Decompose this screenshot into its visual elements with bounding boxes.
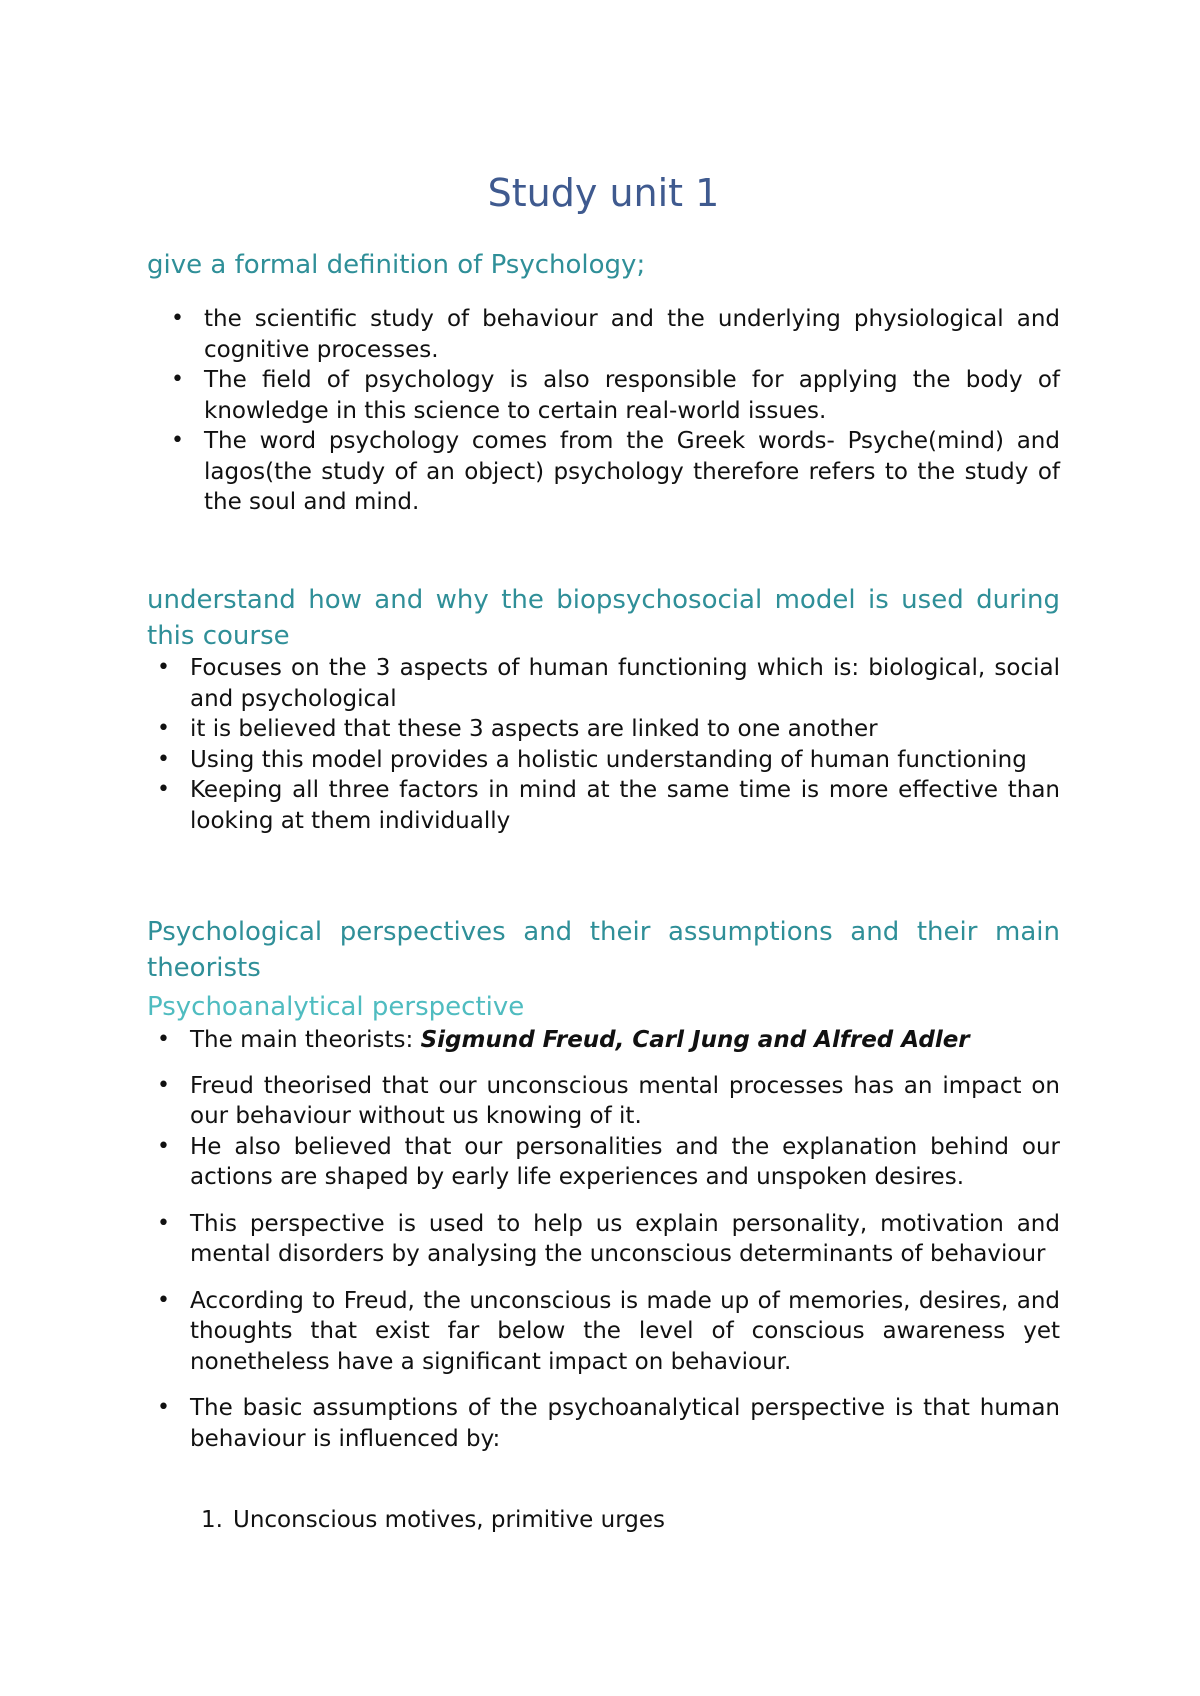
assumptions-numbered-list [201, 1505, 1060, 1536]
bullet-icon: • [171, 367, 184, 392]
list-item: • Focuses on the 3 aspects of human functioning which is: biological, social and psychological [157, 655, 1060, 712]
biopsychosocial-list [157, 653, 1060, 836]
bullet-icon: • [157, 1210, 170, 1236]
bullet-icon: • [157, 1395, 170, 1420]
section-heading-biopsychosocial: understand how and why the biopsychosocial model is used during this course [147, 585, 1060, 651]
bullet-icon: • [157, 1287, 170, 1313]
list-item: • The word psychology comes from the Greek words- Psyche(mind) and lagos(the study of an object) psychology therefore refers to the study of the soul and mind. [171, 428, 1060, 515]
list-item: • The field of psychology is also responsible for applying the body of knowledge in this science to certain real-world issues. [171, 367, 1060, 424]
section-heading-perspectives: Psychological perspectives and their assumptions and their main theorists [147, 917, 1060, 983]
bullet-icon: • [157, 1027, 170, 1052]
theorists-names: Sigmund Freud, Carl Jung and Alfred Adler [420, 1027, 970, 1053]
bullet-icon: • [157, 655, 170, 680]
bullet-icon: • [157, 1072, 170, 1098]
list-item: • the scientific study of behaviour and the underlying physiological and cognitive processes. [171, 306, 1060, 363]
bullet-icon: • [171, 306, 184, 331]
bullet-icon: • [157, 716, 170, 741]
list-item: • it is believed that these 3 aspects are linked to one another [190, 714, 1060, 745]
list-item: • He also believed that our personalities and the explanation behind our actions are shaped by early life experiences and unspoken desires. [157, 1133, 1060, 1190]
list-item: • The basic assumptions of the psychoanalytical perspective is that human behaviour is influenced by: [157, 1395, 1060, 1452]
page-title: Study unit 1 [487, 171, 720, 215]
list-item: • This perspective is used to help us explain personality, motivation and mental disorders by analysing the unconscious determinants of behaviour [157, 1210, 1060, 1267]
list-item: • Freud theorised that our unconscious mental processes has an impact on our behaviour without us knowing of it. [157, 1072, 1060, 1129]
bullet-icon: • [157, 777, 170, 802]
list-item: • According to Freud, the unconscious is made up of memories, desires, and thoughts that exist far below the level of conscious awareness yet nonetheless have a significant impact on behaviour. [157, 1287, 1060, 1375]
list-item: • Using this model provides a holistic understanding of human functioning [190, 745, 1060, 776]
definition-list [171, 304, 1060, 518]
list-item: • Keeping all three factors in mind at the same time is more effective than looking at them individually [157, 777, 1060, 834]
bullet-icon: • [157, 746, 170, 772]
list-item-theorists: • The main theorists: Sigmund Freud, Carl Jung and Alfred Adler [190, 1025, 1060, 1056]
psychoanalytical-list [157, 1025, 1060, 1454]
section-heading-definition: give a formal definition of Psychology; [147, 250, 646, 280]
bullet-icon: • [171, 428, 184, 453]
numbered-item: 1. Unconscious motives, primitive urges [201, 1507, 666, 1533]
subheading-psychoanalytical: Psychoanalytical perspective [147, 992, 525, 1022]
document-page [147, 0, 1060, 1696]
bullet-icon: • [157, 1133, 170, 1159]
